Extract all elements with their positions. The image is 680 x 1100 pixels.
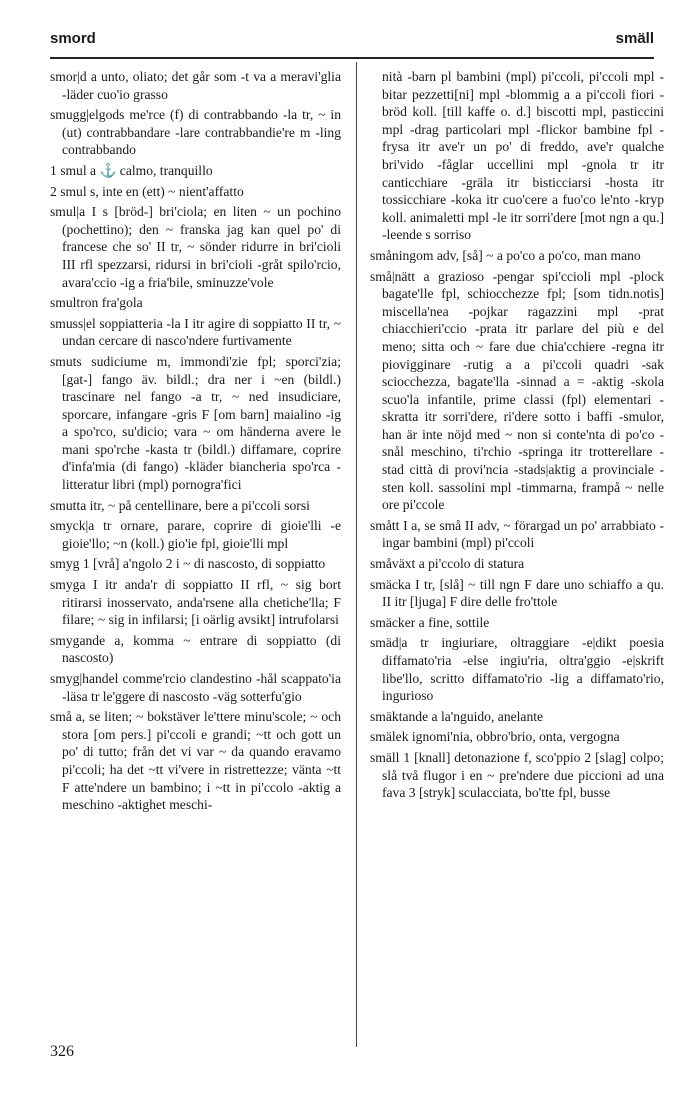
- dict-entry: 1 smul a ⚓ calmo, tranquillo: [50, 162, 213, 178]
- dict-entry: smugg|elgods me'rce (f) di contrabbando -la tr, ~ in (ut) contrabbandare -lare contrabbandie're m -ling contrabbando: [50, 107, 341, 158]
- dict-entry: smygande a, komma ~ entrare di soppiatto (di nascosto): [50, 632, 341, 666]
- column-divider: [356, 62, 357, 1047]
- dict-entry: smultron fra'gola: [50, 295, 143, 311]
- header-rule: [50, 57, 654, 59]
- dict-entry: småväxt a pi'ccolo di statura: [370, 556, 525, 572]
- left-column: [50, 68, 341, 817]
- dict-entry: smälek ignomi'nia, obbro'brio, onta, vergogna: [370, 729, 620, 745]
- dict-entry: smyg 1 [vrå] a'ngolo 2 i ~ di nascosto, di soppiatto: [50, 556, 326, 572]
- dict-entry: smäktande a la'nguido, anelante: [370, 708, 544, 724]
- dict-entry: smyga I itr anda'r di soppiatto II rfl, ~ sig bort ritirarsi inosservato, anda'rsene alla chetiche'lla; F filare; ~ sig in infilarsi; [i oärlig avsikt] intrufolarsi: [50, 577, 341, 628]
- dict-entry: smutta itr, ~ på centellinare, bere a pi'ccoli sorsi: [50, 497, 310, 513]
- running-header: [50, 30, 654, 50]
- dict-entry: smul|a I s [bröd-] bri'ciola; en liten ~ un pochino (pochettino); den ~ franska jag kan quel po' di francese che so' II tr, ~ sönder ridurre in bri'cioli III rfl spezzarsi, ridursi in bri'cioli -gråt spilo'rcio, avara'ccio -ig a fria'bile, sminuzze'vole: [50, 204, 341, 290]
- dict-entry: smuts sudiciume m, immondi'zie fpl; sporci'zia; [gat-] fango äv. bildl.; dra ner i ~en (bildl.) trascinare nel fango -a tr, ~ ned insudiciare, sporcare, infangare -gris F [om barn] maialino -ig a spo'rco, su'dicio; vara ~ om händerna avere le mani spo'rche -kasta tr (bildl.) diffamare, coprire d'infa'mia (di fango) -kläder biancheria spo'rca -litteratur libri (mpl) pornogra'fici: [50, 353, 341, 493]
- dict-entry: smuss|el soppiatteria -la I itr agire di soppiatto II tr, ~ undan cercare di nasco'ndere furtivamente: [50, 315, 341, 349]
- header-right-guideword: smäll: [615, 30, 654, 47]
- right-column: [370, 68, 664, 805]
- dict-entry: smäcker a fine, sottile: [370, 614, 490, 630]
- dict-entry: smyg|handel comme'rcio clandestino -hål scappato'ia -läsa tr le'ggere di nascosto -väg sotterfu'gio: [50, 671, 341, 704]
- dict-entry: smäcka I tr, [slå] ~ till ngn F dare uno schiaffo a qu. II itr [ljuga] F dire delle fro'ttole: [370, 576, 664, 610]
- dict-entry: småningom adv, [så] ~ a po'co a po'co, man mano: [370, 247, 641, 263]
- dict-entry: smyck|a tr ornare, parare, coprire di gioie'lli -e gioie'llo; ~n (koll.) gio'ie fpl, gioie'lli mpl: [50, 518, 341, 551]
- header-left-guideword: smord: [50, 30, 96, 47]
- dict-entry: smäd|a tr ingiuriare, oltraggiare -e|dikt poesia diffamato'ria -else ingiu'ria, oltra'ggio -e|skrift libe'llo, scritto diffamato'rio -lig a diffamato'rio, ingurioso: [370, 635, 664, 704]
- dict-entry: smor|d a unto, oliato; det går som -t va a meravi'glia -läder cuo'io grasso: [50, 69, 341, 102]
- page-number: 326: [50, 1043, 74, 1060]
- dict-entry: små|nätt a grazioso -pengar spi'ccioli mpl -plock bagate'lle fpl, schiocchezze fpl; [som tidn.notis] miscella'nea -pojkar ragazzini mpl -prat chiacchieri'ccio -prata itr parlare del più e del meno; sitta och ~ fare due chia'cchiere -regna itr piovigginare -rutig a a pi'ccoli quadri -sak sciocchezza, bagate'lla -sinnad a = -aktig -skola scuo'la infantile, prime classi (fpl) elementari -skratta itr sorri'dere, ri'dere sotto i baffi -smulor, han är inte nöjd med ~ non si conte'nta di po'co -snål meschino, ti'rchio -springa itr trotterellare -stad città di provi'ncia -stads|aktig a provinciale -sten koll. sassolini mpl -timmarna, frampå ~ nelle ore pi'ccole: [370, 268, 664, 513]
- dict-entry: smått I a, se små II adv, ~ förargad un po' arrabbiato -ingar bambini (mpl) pi'ccoli: [370, 517, 664, 551]
- dict-entry-continuation: nità -barn pl bambini (mpl) pi'ccoli, pi'ccoli mpl -bitar pezzetti[ni] mpl -blommig a a pi'ccoli fiori -bröd koll. [till kaffe o. d.] biscotti mpl, pasticcini mpl -drag particolari mpl -flickor bambine fpl -frysa itr ave'r un po' di freddo, ave'r qualche bri'vido -fåglar uccellini mpl -gnola tr itr canticchiare -gräla itr bisticciarsi -hosta itr tossicchiare -koka itr cuo'cere a fuo'co le'nto -kryp koll. animaletti mpl -le itr sorri'dere [mot ngn a qu.] -leende s sorriso: [382, 69, 664, 243]
- dict-entry: 2 smul s, inte en (ett) ~ nient'affatto: [50, 183, 244, 199]
- dict-entry: smäll 1 [knall] detonazione f, sco'ppio 2 [slag] colpo; slå två flugor i en ~ pre'ndere due piccioni ad una fava 3 [stryk] sculacciata, bo'tte fpl, busse: [370, 749, 664, 801]
- dict-entry: små a, se liten; ~ bokstäver le'ttere minu'scole; ~ och stora [om pers.] pi'ccoli e grandi; ~tt och gott un po' di tutto; från det vi var ~ da quando eravamo pi'ccoli; ha det ~tt vi'vere in ristrettezze; vänta ~tt F atte'ndere un bambino; i ~tt in pi'ccolo -aktig a meschino -aktighet meschi-: [50, 709, 341, 813]
